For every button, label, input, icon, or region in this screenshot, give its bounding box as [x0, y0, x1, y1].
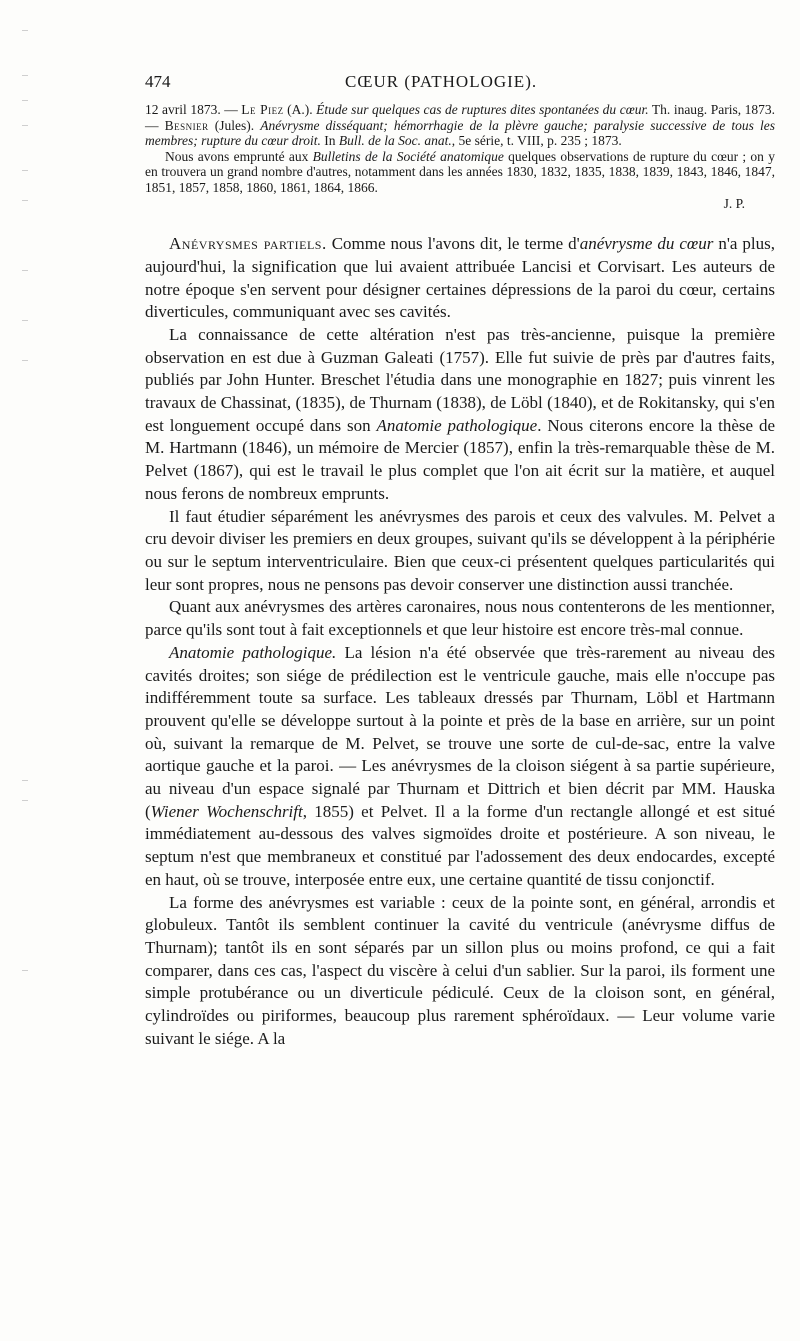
paragraph: Il faut étudier séparément les anévrysmes des parois et ceux des valvules. M. Pelvet a cru devoir diviser les premiers en deux groupes, suivant qu'ils se développent à la périphérie ou sur le septum interventriculaire. Bien que ceux-ci présentent quelques particularités qui leur sont propres, nous ne pensons pas devoir conserver une distinction aussi tranchée.: [145, 506, 775, 594]
author-name: Besnier: [164, 117, 209, 133]
book-page: [145, 72, 775, 1050]
author-signature: J. P.: [723, 195, 745, 211]
paragraph: La forme des anévrysmes est variable : ceux de la pointe sont, en général, arrondis et globuleux. Tantôt ils semblent continuer la cavité du ventricule (anévrysme diffus de Thurnam); tantôt ils en sont séparés par un sillon plus ou moins profond, ce qui a fait comparer, dans ces cas, l'aspect du viscère à celui d'un sablier. Sur la paroi, ils forment une simple protubérance ou un diverticule pédiculé. Ceux de la cloison sont, en général, cylindroïdes ou piriformes, beaucoup plus rarement sphéroïdaux. — Leur volume varie suivant le siége. A la: [145, 892, 775, 1048]
work-title: Étude sur quelques cas de ruptures dites spontanées du cœur.: [316, 102, 649, 117]
main-text: [145, 233, 775, 1050]
author-name: Le Piez: [241, 102, 284, 117]
section-heading: Anatomie pathologique.: [169, 642, 337, 662]
paragraph: Quant aux anévrysmes des artères caronaires, nous nous contenterons de les mentionner, parce qu'ils sont tout à fait exceptionnels et que leur histoire est encore très-mal connue.: [145, 597, 775, 640]
journal-title: Bull. de la Soc. anat.: [338, 133, 452, 149]
journal-title: Bulletins de la Société anatomique: [312, 148, 504, 164]
bibliography-entry: 12 avril 1873. — Le Piez (A.). Étude sur quelques cas de ruptures dites spontanées du cœur. Th. inaug. Paris, 1873. — Besnier (Jules). Anévrysme disséquant; hémorrhagie de la plèvre gauche; paralysie successive de tous les membres; rupture du cœur droit. In Bull. de la Soc. anat., 5e série, t. VIII, p. 235 ; 1873.: [145, 102, 776, 149]
work-title: Anévrysme disséquant; hémorrhagie de la plèvre gauche; paralysie successive de tous les membres; rupture du cœur droit.: [145, 117, 776, 149]
section-heading: Anévrysmes partiels.: [169, 234, 327, 254]
paragraph: La connaissance de cette altération n'est pas très-ancienne, puisque la première observation en est due à Guzman Galeati (1757). Elle fut suivie de près par d'autres faits, publiés par John Hunter. Breschet l'étudia dans une monographie en 1827; puis vinrent les travaux de Chassinat, (1835), de Thurnam (1838), de Löbl (1840), et de Rokitansky, qui s'en est longuement occupé dans son Anatomie pathologique. Nous citerons encore la thèse de M. Hartmann (1846), un mémoire de Mercier (1857), enfin la très-remarquable thèse de M. Pelvet (1867), qui est le travail le plus complet que l'on ait écrit sur la matière, et auquel nous ferons de nombreux emprunts.: [145, 324, 775, 503]
paragraph: Anévrysmes partiels. Comme nous l'avons dit, le terme d'anévrysme du cœur n'a plus, aujourd'hui, la signification que lui avaient attribuée Lancisi et Corvisart. Les auteurs de notre époque s'en servent pour désigner certaines dépressions de la paroi du cœur, certains diverticules, communiquant avec ses cavités.: [145, 234, 775, 322]
running-title: CŒUR (PATHOLOGIE).: [345, 72, 538, 91]
bibliography-block: [145, 102, 775, 211]
margin-scan-marks: [22, 0, 34, 1341]
page-header: [145, 72, 775, 102]
bibliography-note: Nous avons emprunté aux Bulletins de la Société anatomique quelques observations de rupture du cœur ; on y en trouvera un grand nombre d'autres, notamment dans les années 1830, 1832, 1835, 1838, 1839, 1843, 1846, 1847, 1851, 1857, 1858, 1860, 1861, 1864, 1866.: [145, 148, 775, 195]
page-number: 474: [145, 72, 171, 91]
paragraph: Anatomie pathologique. La lésion n'a été observée que très-rarement au niveau des cavités droites; son siége de prédilection est le ventricule gauche, mais elle n'occupe pas indifféremment toute sa surface. Les tableaux dressés par Thurnam, Löbl et Hartmann prouvent qu'elle se développe surtout à la pointe et près de la base en arrière, sur un point où, suivant la remarque de M. Pelvet, se trouve une sorte de cul-de-sac, entre la valve aortique gauche et la paroi. — Les anévrysmes de la cloison siégent à sa partie supérieure, au niveau d'un espace signalé par Thurnam et Dittrich et bien décrit par MM. Hauska (Wiener Wochenschrift, 1855) et Pelvet. Il a la forme d'un rectangle allongé et est situé immédiatement au-dessous des valves sigmoïdes droite et postérieure. A son niveau, le septum n'est que membraneux et constitué par l'adossement des deux endocardes, excepté en haut, où se trouve, interposée entre eux, une certaine quantité de tissu conjonctif.: [145, 642, 775, 889]
